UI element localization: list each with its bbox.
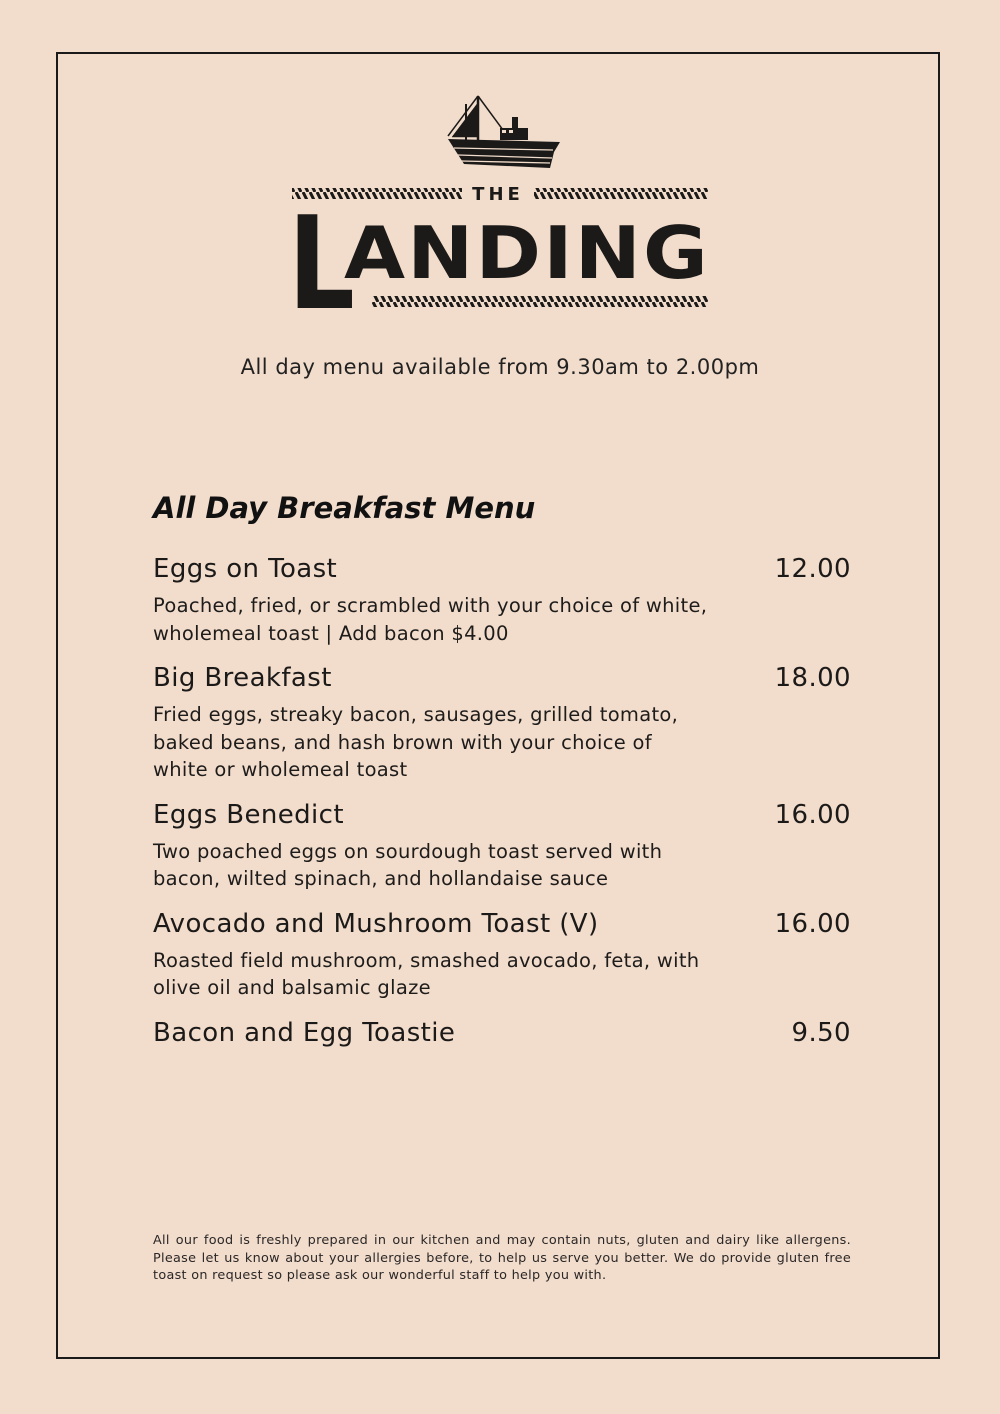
menu-item-header	[153, 909, 851, 939]
menu-item-price: 16.00	[774, 799, 851, 830]
rope-divider-right	[534, 188, 708, 199]
menu-item-name: Big Breakfast	[153, 663, 332, 693]
menu-item-description: Two poached eggs on sourdough toast served with bacon, wilted spinach, and hollandaise sauce	[153, 839, 663, 890]
menu-item-name: Eggs on Toast	[153, 554, 338, 584]
menu-item	[153, 663, 851, 784]
menu-item-header	[153, 800, 851, 830]
menu-item	[153, 800, 851, 893]
menu-item-description: Poached, fried, or scrambled with your choice of white, wholemeal toast | Add bacon $4.00	[153, 594, 708, 645]
rope-divider-bottom	[372, 296, 708, 307]
menu-item-price: 16.00	[774, 908, 851, 939]
menu-item-header	[153, 554, 851, 584]
menu-item-price: 12.00	[774, 554, 851, 584]
menu-item	[153, 1018, 851, 1048]
logo-the-text: THE	[472, 184, 524, 205]
availability-hours: All day menu available from 9.30am to 2.00pm	[240, 355, 760, 379]
menu-item-description: Fried eggs, streaky bacon, sausages, grilled tomato, baked beans, and hash brown with your choice of white or wholemeal toast	[153, 703, 679, 781]
logo-svg	[288, 92, 712, 314]
logo-anding-text: ANDING	[344, 211, 710, 295]
menu-item	[153, 554, 851, 647]
menu-item-price: 9.50	[791, 1017, 851, 1048]
menu-item-name: Avocado and Mushroom Toast (V)	[153, 908, 599, 939]
menu-list	[153, 554, 851, 1064]
allergen-disclaimer: All our food is freshly prepared in our kitchen and may contain nuts, gluten and dairy like allergens. Please let us know about your allergies before, to help us serve you better. We do provide gluten free toast on request so please ask our wonderful staff to help you with.	[153, 1233, 851, 1284]
the-landing-logo	[288, 92, 712, 314]
menu-item-header	[153, 1018, 851, 1048]
section-title: All Day Breakfast Menu	[153, 491, 536, 525]
menu-item-price: 18.00	[774, 663, 851, 693]
ship-icon	[448, 96, 560, 168]
logo-letter-l: L	[288, 188, 355, 314]
menu-item-description: Roasted field mushroom, smashed avocado, feta, with olive oil and balsamic glaze	[153, 948, 700, 999]
menu-item-header	[153, 663, 851, 693]
menu-item-name: Bacon and Egg Toastie	[153, 1017, 456, 1048]
menu-item-name: Eggs Benedict	[153, 799, 344, 830]
menu-item	[153, 909, 851, 1002]
